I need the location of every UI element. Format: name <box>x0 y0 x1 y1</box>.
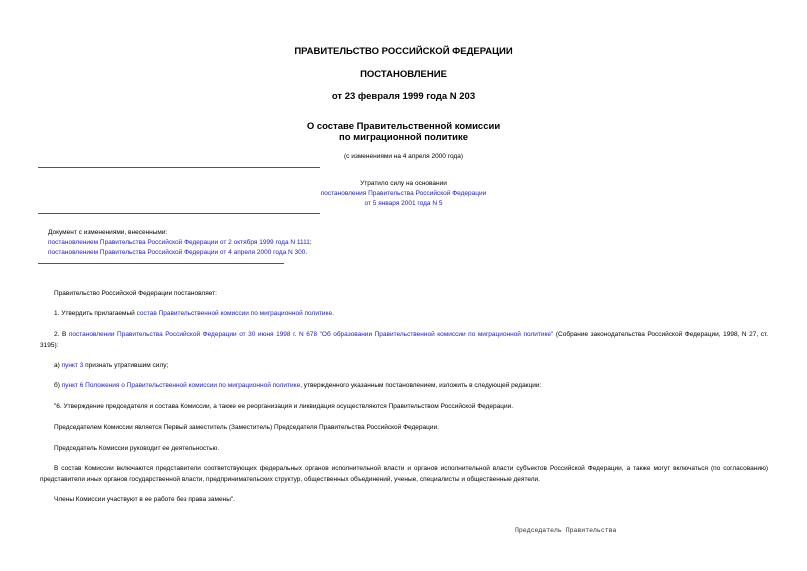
clause-3-link[interactable]: пункт 3 <box>61 362 84 369</box>
p1-pre: 1. Утвердить прилагаемый <box>54 310 137 317</box>
changes-box-label: Документ с изменениями, внесенными: <box>48 229 168 236</box>
paragraph-1 <box>40 309 768 320</box>
document-title-line1: О составе Правительственной комиссии <box>306 121 501 132</box>
clause-6-regulation-link[interactable]: пункт 6 Положения о Правительственной комиссии по миграционной политике <box>61 382 301 389</box>
quote-paragraph-5 <box>40 495 768 506</box>
invalid-notice: Утратило силу на основании <box>360 180 447 187</box>
quote-4-text: В состав Комиссии включаются представители соответствующих федеральных органов исполнительной власти и органов исполнительной власти субъектов Российской Федерации, а также могут включаться (по согласованию) представители иных органов государственной власти, предпринимательских структур, общественных объединений, ученые, специалисты и общественные деятели. <box>40 465 768 483</box>
quote-3-text: Председатель Комиссии руководит ее деятельностью. <box>54 445 220 452</box>
paragraph-a <box>40 361 768 372</box>
decree-678-link[interactable]: постановлении Правительства Российской Федерации от 30 июня 1998 г. N 678 "Об образовании Правительственной комиссии по миграционной политике" <box>68 331 554 338</box>
invalid-link1-wrap <box>0 189 807 199</box>
quote-5-text: Члены Комиссии участвуют в ее работе без права замены". <box>54 496 235 503</box>
p1-post: . <box>332 310 334 317</box>
quote-paragraph-4 <box>40 464 768 485</box>
intro-text: Правительство Российской Федерации постановляет: <box>54 290 217 297</box>
signature-title: Председатель Правительства <box>515 527 617 534</box>
amendment-link-1999[interactable]: постановлением Правительства Российской Федерации от 2 октября 1999 года N 1111 <box>48 239 310 246</box>
quote-paragraph-2 <box>40 423 768 434</box>
changes-line2 <box>48 248 307 258</box>
changes-note: (с изменениями на 4 апреля 2000 года) <box>343 153 463 160</box>
pa-post: признать утратившим силу; <box>83 362 169 369</box>
document-title-line2: по миграционной политике <box>338 132 469 143</box>
pb-pre: б) <box>54 382 62 389</box>
quote-paragraph-1 <box>40 402 768 413</box>
paragraph-2 <box>40 330 768 351</box>
changes-line1 <box>48 238 312 248</box>
document-type: ПОСТАНОВЛЕНИЕ <box>360 69 447 80</box>
quote-1-text: "6. Утверждение председателя и состава Комиссии, а также ее реорганизация и ликвидация осуществляются Правительством Российской Федерации. <box>54 403 514 410</box>
pb-post: , утвержденного указанным постановлением, изложить в следующей редакции: <box>300 382 542 389</box>
invalid-link2-wrap <box>0 199 807 209</box>
intro-paragraph <box>40 289 768 300</box>
p2-pre: 2. В <box>54 331 69 338</box>
changes-end2: . <box>305 249 308 256</box>
changes-sep1: ; <box>309 239 312 246</box>
document-date: от 23 февраля 1999 года N 203 <box>331 91 476 102</box>
pa-pre: а) <box>54 362 62 369</box>
p2-post: (Собрание законодательства Российской Федерации, 1998, N 27, ст. 3195): <box>40 331 769 349</box>
invalid-decree-link[interactable]: постановления Правительства Российской Федерации <box>320 190 487 197</box>
amendment-link-2000[interactable]: постановлением Правительства Российской Федерации от 4 апреля 2000 года N 300 <box>48 249 306 256</box>
paragraph-b <box>40 381 768 392</box>
quote-2-text: Председателем Комиссии является Первый заместитель (Заместитель) Председателя Правительства Российской Федерации. <box>54 424 439 431</box>
quote-paragraph-3 <box>40 444 768 455</box>
divider-bottom <box>38 263 284 264</box>
invalid-decree-date-link[interactable]: от 5 января 2001 года N 5 <box>364 200 443 207</box>
commission-composition-link[interactable]: состав Правительственной комиссии по миграционной политике <box>136 310 333 317</box>
government-heading: ПРАВИТЕЛЬСТВО РОССИЙСКОЙ ФЕДЕРАЦИИ <box>294 46 513 57</box>
divider-middle <box>38 213 320 214</box>
divider-top <box>38 167 320 168</box>
